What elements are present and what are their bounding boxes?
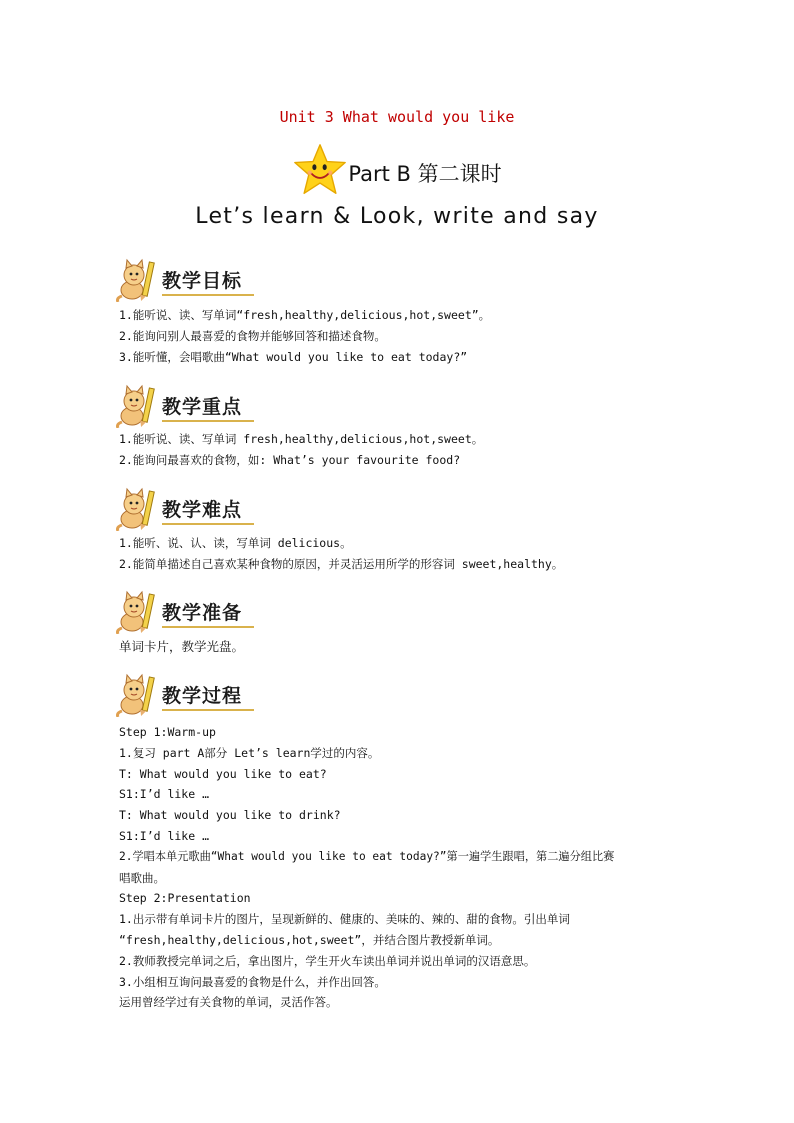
text-line: 唱歌曲。 <box>119 870 165 885</box>
unit-title: Unit 3 What would you like <box>279 108 515 126</box>
section-heading-text: 教学准备 <box>162 602 243 624</box>
key-points-text <box>119 429 719 471</box>
section-heading-key-points <box>116 384 266 428</box>
text-line: 3.能听懂，会唱歌曲“What would you like to eat today?” <box>119 349 468 364</box>
section-heading-text: 教学目标 <box>162 270 243 292</box>
text-line: 1.复习 part A部分 Let’s learn学过的内容。 <box>119 745 380 760</box>
heading-underline <box>162 626 254 628</box>
text-line: 1.出示带有单词卡片的图片，呈现新鲜的、健康的、美味的、辣的、甜的食物。引出单词 <box>119 912 570 927</box>
preparation-text <box>119 637 719 658</box>
cat-with-pencil-icon <box>116 487 162 531</box>
section-heading-preparation <box>116 590 266 634</box>
heading-underline <box>162 523 254 525</box>
text-line: 单词卡片，教学光盘。 <box>119 639 245 654</box>
part-heading-row <box>0 148 794 198</box>
cat-with-pencil-icon <box>116 590 162 634</box>
process-text <box>119 722 719 1013</box>
text-line: 3.小组相互询问最喜爱的食物是什么，并作出回答。 <box>119 974 386 989</box>
text-line: S1:I’d like … <box>119 787 210 802</box>
text-line: 2.能询问别人最喜爱的食物并能够回答和描述食物。 <box>119 328 386 343</box>
goals-text <box>119 305 719 367</box>
text-line: 2.能询问最喜欢的食物，如: What’s your favourite food? <box>119 452 461 467</box>
text-line: 1.能听、说、认、读，写单词 delicious。 <box>119 536 352 550</box>
heading-underline <box>162 420 254 422</box>
text-line: Step 2:Presentation <box>119 891 251 906</box>
text-line: 2.能简单描述自己喜欢某种食物的原因，并灵活运用所学的形容词 sweet,healthy。 <box>119 556 564 571</box>
lesson-title: Let’s learn & Look, write and say <box>195 204 599 229</box>
section-heading-text: 教学重点 <box>162 396 243 418</box>
section-heading-text: 教学难点 <box>162 499 243 521</box>
cat-with-pencil-icon <box>116 673 162 717</box>
heading-underline <box>162 709 254 711</box>
text-line: 2.教师教授完单词之后，拿出图片，学生开火车读出单词并说出单词的汉语意思。 <box>119 953 536 968</box>
section-heading-text: 教学过程 <box>162 685 243 707</box>
text-line: 2.学唱本单元歌曲“What would you like to eat today?”第一遍学生跟唱，第二遍分组比赛 <box>119 849 615 863</box>
heading-underline <box>162 294 254 296</box>
text-line: 1.能听说、读、写单词 fresh,healthy,delicious,hot,sweet。 <box>119 432 484 446</box>
text-line: Step 1:Warm-up <box>119 725 216 739</box>
text-line: T: What would you like to drink? <box>119 808 341 823</box>
cat-with-pencil-icon <box>116 258 162 302</box>
section-heading-goals <box>116 258 266 302</box>
text-line: “fresh,healthy,delicious,hot,sweet”，并结合图片教授新单词。 <box>119 932 500 947</box>
section-heading-process <box>116 673 266 717</box>
text-line: 1.能听说、读、写单词“fresh,healthy,delicious,hot,sweet”。 <box>119 308 491 322</box>
text-line: 运用曾经学过有关食物的单词，灵活作答。 <box>119 995 338 1010</box>
difficulties-text <box>119 533 719 575</box>
smiling-star-icon <box>292 142 348 198</box>
section-heading-difficulties <box>116 487 266 531</box>
text-line: T: What would you like to eat? <box>119 766 327 781</box>
part-title: Part B 第二课时 <box>348 162 502 186</box>
text-line: S1:I’d like … <box>119 828 210 843</box>
cat-with-pencil-icon <box>116 384 162 428</box>
